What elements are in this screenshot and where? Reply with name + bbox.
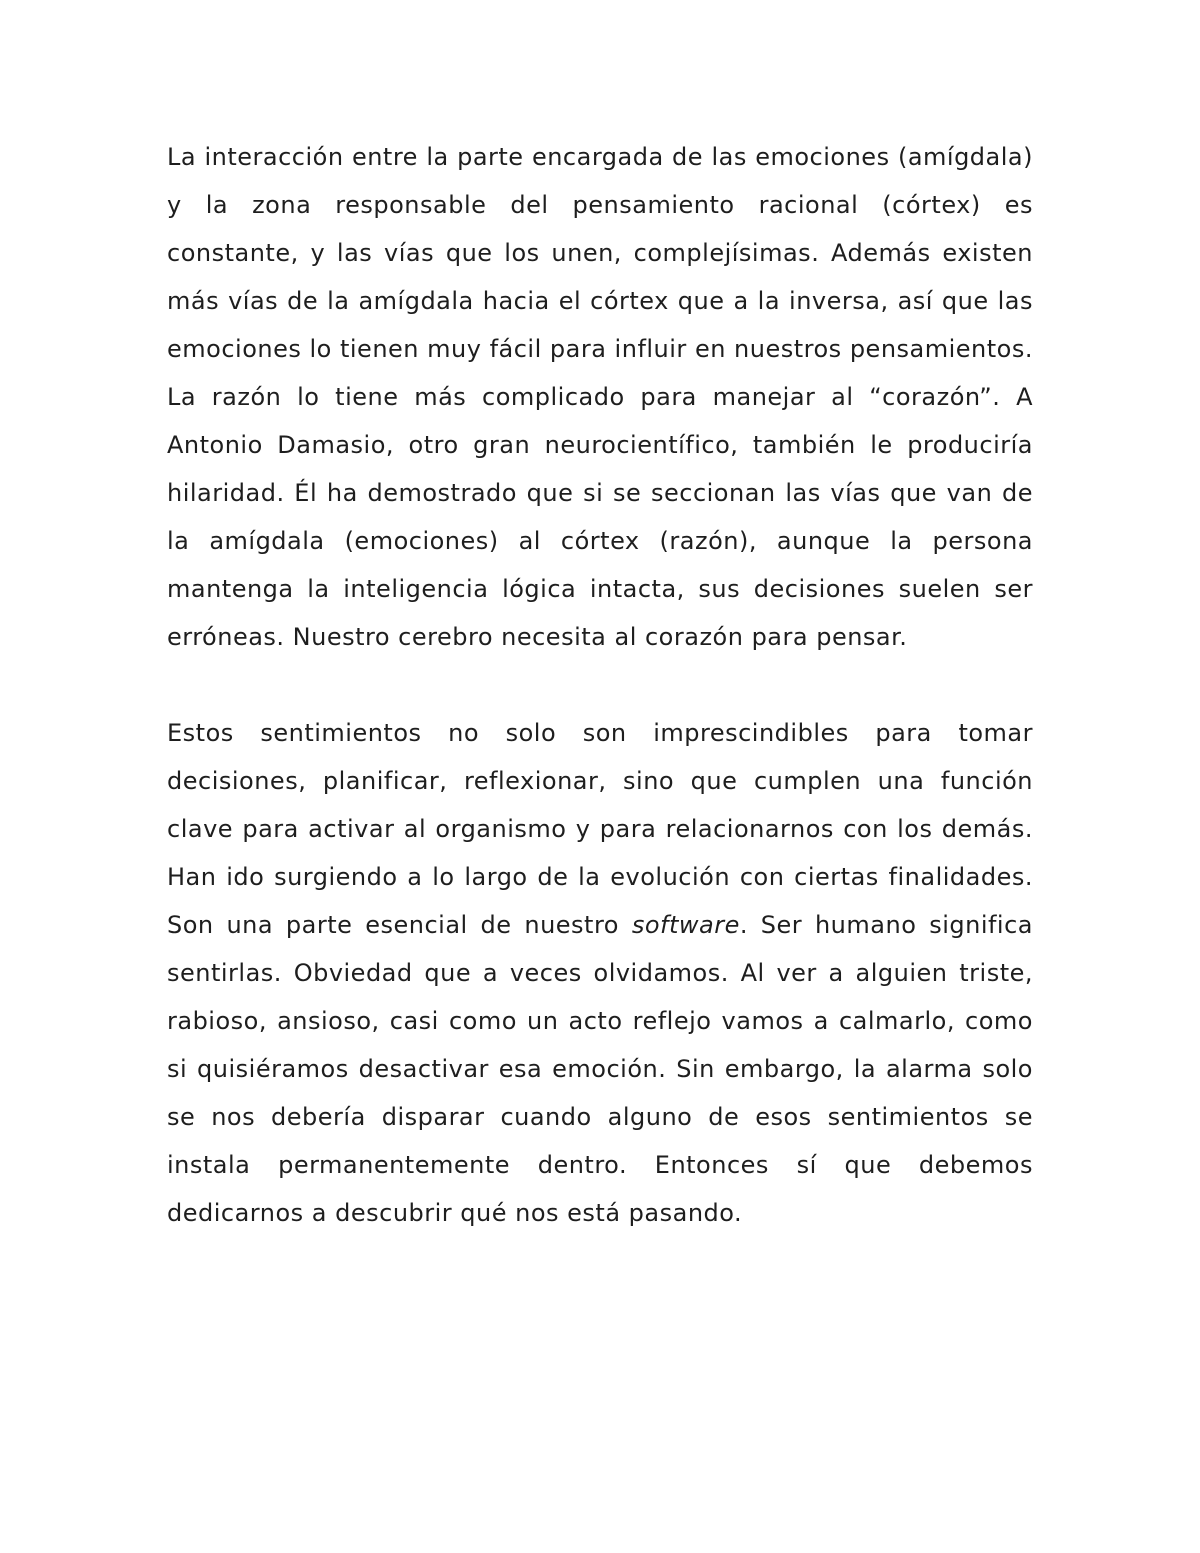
paragraph-1 bbox=[167, 133, 1033, 661]
paragraph-2-text-end: . Ser humano significa sentirlas. Obviedad que a veces olvidamos. Al ver a alguien triste, rabioso, ansioso, casi como un acto reflejo vamos a calmarlo, como si quisiéramos desactivar esa emoción. Sin embargo, la alarma solo se nos debería disparar cuando alguno de esos sentimientos se instala permanentemente dentro. Entonces sí que debemos dedicarnos a descubrir qué nos está pasando. bbox=[167, 911, 1034, 1227]
paragraph-2 bbox=[167, 709, 1033, 1237]
paragraph-2-text-start: Estos sentimientos no solo son imprescindibles para tomar decisiones, planificar, reflexionar, sino que cumplen una función clave para activar al organismo y para relacionarnos con los demás. Han ido surgiendo a lo largo de la evolución con ciertas finalidades. Son una parte esencial de nuestro bbox=[167, 719, 1033, 939]
italic-word-software: software bbox=[631, 911, 740, 939]
document-body bbox=[167, 133, 1033, 1237]
paragraph-1-text: La interacción entre la parte encargada de las emociones (amígdala) y la zona responsable del pensamiento racional (córtex) es constante, y las vías que los unen, complejísimas. Además existen más vías de la amígdala hacia el córtex que a la inversa, así que las emociones lo tienen muy fácil para influir en nuestros pensamientos. La razón lo tiene más complicado para manejar al “corazón”. A Antonio Damasio, otro gran neurocientífico, también le produciría hilaridad. Él ha demostrado que si se seccionan las vías que van de la amígdala (emociones) al córtex (razón), aunque la persona mantenga la inteligencia lógica intacta, sus decisiones suelen ser erróneas. Nuestro cerebro necesita al corazón para pensar. bbox=[167, 143, 1033, 651]
